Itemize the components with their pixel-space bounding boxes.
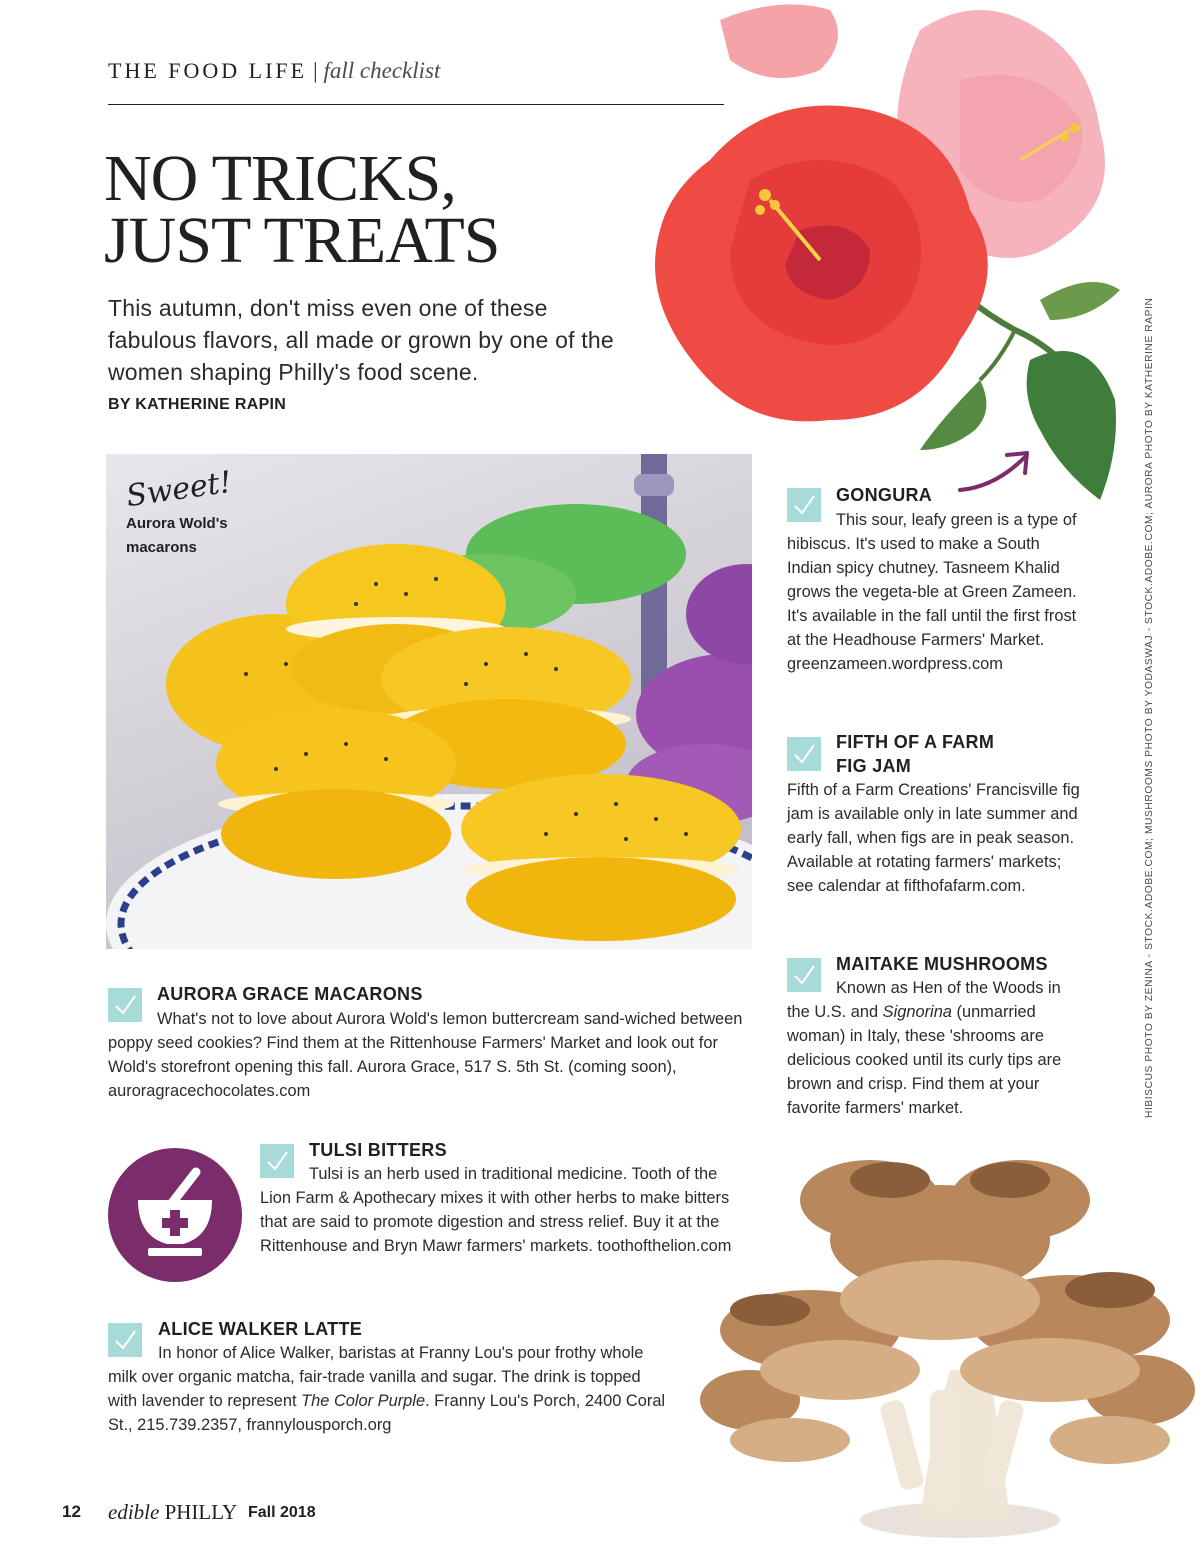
- kicker-separator: |: [313, 58, 318, 83]
- checkbox-fig-jam: [787, 737, 821, 771]
- headline-line-2: JUST TREATS: [104, 204, 500, 277]
- headline-line-1: NO TRICKS,: [104, 142, 456, 215]
- mortar-pestle-icon: [108, 1148, 242, 1282]
- item-body-maitake-b: (unmarried woman) in Italy, these 'shrooms are delicious cooked until its curly tips are brown and crisp. Find them at your favorite farmers' market.: [787, 1003, 1062, 1117]
- item-title-aurora: AURORA GRACE MACARONS: [157, 984, 423, 1004]
- item-body-latte: [108, 1341, 668, 1437]
- photo-script-label: Sweet!: [124, 464, 234, 515]
- item-title-fig-jam: [836, 730, 994, 778]
- item-title-fig-jam-line-1: FIFTH OF A FARM: [836, 732, 995, 752]
- subsection-name: fall checklist: [323, 58, 441, 83]
- issue-date: Fall 2018: [248, 1504, 316, 1521]
- check-icon: [787, 737, 821, 771]
- item-body-maitake: [787, 976, 1087, 1120]
- item-body-gongura: This sour, leafy green is a type of hibiscus. It's used to make a South Indian spicy chutney. Tasneem Khalid grows the vegeta-ble at Green Zameen. It's available in the fall until the first frost at the Headhouse Farmers' Market. greenzameen.wordpress.com: [787, 511, 1077, 673]
- item-title-gongura: GONGURA: [836, 485, 933, 505]
- photo-caption: Aurora Wold's macarons: [126, 515, 228, 556]
- item-title-maitake: MAITAKE MUSHROOMS: [836, 954, 1048, 974]
- section-name: THE FOOD LIFE: [108, 58, 308, 83]
- photo-credit: HIBISCUS PHOTO BY ZENINA - STOCK.ADOBE.COM; MUSHROOMS PHOTO BY YODASWAJ - STOCK.ADOBE.COM; AURORA PHOTO BY KATHERINE RAPIN: [1144, 297, 1155, 1118]
- brand-logo: [108, 1500, 237, 1525]
- item-body-tulsi: Tulsi is an herb used in traditional medicine. Tooth of the Lion Farm & Apothecary mixes it with other herbs to make bitters that are said to promote digestion and stress relief. Buy it at the Rittenhouse and Bryn Mawr farmers' markets. toothofthelion.com: [260, 1165, 732, 1255]
- item-title-fig-jam-line-2: FIG JAM: [836, 756, 912, 776]
- item-body-maitake-em: Signorina: [882, 1003, 952, 1021]
- item-body-latte-a: In honor of Alice Walker, baristas at Franny Lou's pour frothy whole milk over organic matcha, fair-trade vanilla and sugar. The drink is topped with lavender to represent: [108, 1344, 644, 1410]
- section-kicker: [108, 58, 440, 84]
- page-number: 12: [62, 1502, 81, 1521]
- item-title-tulsi: TULSI BITTERS: [309, 1140, 447, 1160]
- item-body-latte-b: . Franny Lou's Porch, 2400 Coral St., 215.739.2357, frannylousporch.org: [108, 1392, 666, 1434]
- item-body-latte-em: The Color Purple: [301, 1392, 426, 1410]
- brand-italic: edible: [108, 1500, 160, 1524]
- dek: This autumn, don't miss even one of these fabulous flavors, all made or grown by one of the women shaping Philly's food scene.: [108, 295, 614, 385]
- macaron-photo: [106, 454, 752, 949]
- headline: [104, 142, 500, 277]
- mortar-pestle-graphic: [108, 1148, 242, 1282]
- item-body-aurora: What's not to love about Aurora Wold's lemon buttercream sand-wiched between poppy seed cookies? Find them at the Rittenhouse Farmers' Market and look out for Wold's storefront opening this fall. Aurora Grace, 517 S. 5th St. (coming soon), auroragracechocolates.com: [108, 1010, 743, 1100]
- byline: BY KATHERINE RAPIN: [108, 396, 287, 413]
- brand-caps: PHILLY: [164, 1500, 238, 1524]
- item-body-maitake-a: Known as Hen of the Woods in the U.S. and: [787, 979, 1061, 1021]
- arrow-icon: [955, 445, 1035, 500]
- item-body-fig-jam: Fifth of a Farm Creations' Francisville fig jam is available only in late summer and early fall, when figs are in peak season. Available at rotating farmers' markets; see calendar at fifthofafarm.com.: [787, 781, 1080, 895]
- mushroom-photo: [690, 1140, 1200, 1540]
- item-title-latte: ALICE WALKER LATTE: [158, 1319, 363, 1339]
- hibiscus-illustration: [620, 0, 1140, 520]
